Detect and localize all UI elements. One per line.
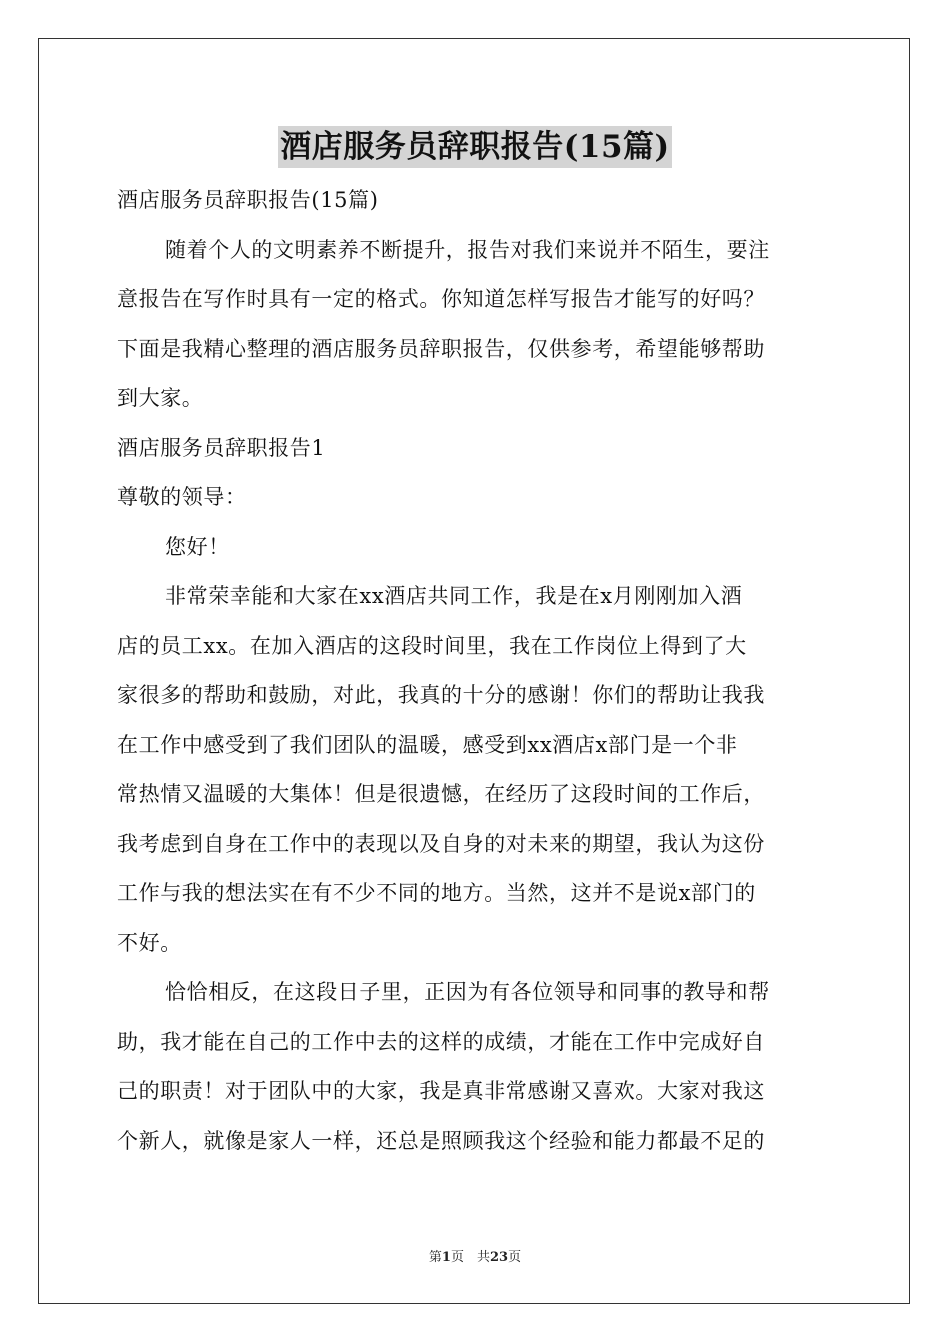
paragraph-line: 不好。 (117, 930, 182, 955)
footer-total-pages: 23 (489, 1250, 509, 1265)
paragraph-line: 到大家。 (117, 386, 204, 410)
paragraph-line: 非常荣幸能和大家在xx酒店共同工作，我是在x月刚刚加入酒 (165, 584, 743, 608)
footer-page-prefix: 第 (428, 1250, 442, 1265)
title-container (0, 126, 950, 168)
paragraph-line: 助，我才能在自己的工作中去的这样的成绩，才能在工作中完成好自 (117, 1029, 765, 1054)
page-footer (0, 1246, 950, 1265)
greeting: 您好！ (165, 534, 230, 559)
document-body (117, 176, 833, 1166)
paragraph-line: 工作与我的想法实在有不少不同的地方。当然，这并不是说x部门的 (117, 881, 756, 905)
footer-page-mid: 页 共 (450, 1250, 490, 1265)
paragraph-line: 我考虑到自身在工作中的表现以及自身的对未来的期望，我认为这份 (117, 831, 765, 856)
footer-page-number: 1 (441, 1250, 451, 1265)
document-title: 酒店服务员辞职报告(15篇) (278, 126, 671, 168)
subtitle-line: 酒店服务员辞职报告(15篇) (117, 188, 379, 212)
paragraph-line: 店的员工xx。在加入酒店的这段时间里，我在工作岗位上得到了大 (117, 633, 747, 658)
paragraph-line: 随着个人的文明素养不断提升，报告对我们来说并不陌生，要注 (165, 237, 770, 262)
paragraph-line: 个新人，就像是家人一样，还总是照顾我这个经验和能力都最不足的 (117, 1128, 765, 1153)
paragraph-line: 恰恰相反，在这段日子里，正因为有各位领导和同事的教导和帮 (165, 980, 770, 1004)
salutation: 尊敬的领导： (117, 485, 247, 509)
paragraph-line: 下面是我精心整理的酒店服务员辞职报告，仅供参考，希望能够帮助 (117, 336, 765, 361)
paragraph-line: 意报告在写作时具有一定的格式。你知道怎样写报告才能写的好吗？ (117, 287, 765, 311)
paragraph-line: 在工作中感受到了我们团队的温暖，感受到xx酒店x部门是一个非 (117, 732, 738, 757)
paragraph-line: 己的职责！对于团队中的大家，我是真非常感谢又喜欢。大家对我这 (117, 1079, 765, 1103)
paragraph-line: 家很多的帮助和鼓励，对此，我真的十分的感谢！你们的帮助让我我 (117, 683, 765, 707)
section-heading: 酒店服务员辞职报告1 (117, 435, 326, 460)
footer-page-suffix: 页 (508, 1250, 522, 1265)
paragraph-line: 常热情又温暖的大集体！但是很遗憾，在经历了这段时间的工作后， (117, 782, 765, 806)
